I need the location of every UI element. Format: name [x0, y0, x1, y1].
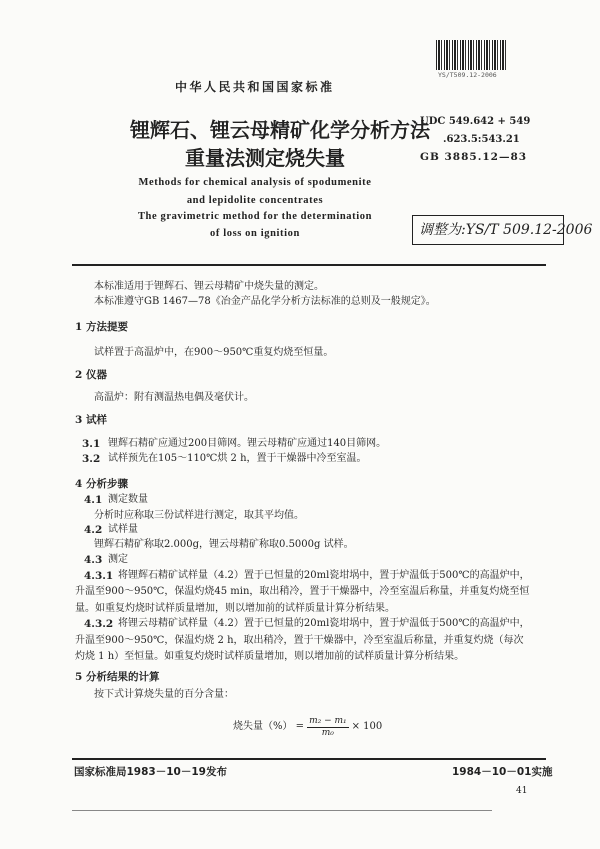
formula-numerator: m₂ − m₁	[309, 716, 347, 726]
formula-denominator: m₀	[321, 727, 334, 738]
paragraph: 将锂辉石精矿试样量（4.2）置于已恒量的20ml瓷坩埚中，置于炉温低于500℃的高温炉中，	[118, 570, 530, 581]
english-title-line: and lepidolite concentrates	[186, 195, 324, 206]
clause-number: 4.3.1	[84, 570, 114, 582]
formula-lhs: 烧失量（%） =	[233, 721, 305, 733]
section-heading: 4 分析步骤	[75, 478, 128, 490]
barcode	[436, 40, 506, 70]
english-title-line: The gravimetric method for the determination	[137, 211, 373, 222]
barcode-code: YS/T509.12-2006	[438, 71, 497, 79]
paragraph: 按下式计算烧失量的百分含量：	[94, 689, 234, 700]
scan-edge-line	[72, 810, 492, 811]
intro-text: 本标准遵守GB 1467—78《冶金产品化学分析方法标准的总则及一般规定》。	[94, 296, 436, 307]
effective-date: 1984－10－01实施	[452, 766, 553, 778]
udc-line-1: UDC 549.642 + 549	[420, 116, 531, 127]
clause-number: 3.2	[82, 453, 101, 465]
issue-date: 国家标准局1983－10－19发布	[74, 766, 227, 778]
paragraph: 高温炉：附有测温热电偶及毫伏计。	[94, 392, 254, 403]
header-rule	[72, 264, 546, 266]
page-number: 41	[516, 786, 528, 796]
paragraph: 量。如重复灼烧时试样质量增加，则以增加前的试样质量计算分析结果。	[75, 603, 395, 614]
formula-fraction	[307, 716, 349, 739]
section-heading: 2 仪器	[75, 369, 107, 381]
clause-number: 3.1	[82, 438, 101, 450]
paragraph: 试样置于高温炉中，在900～950℃重复灼烧至恒量。	[94, 347, 334, 358]
paragraph: 升温至900～950℃，保温灼烧 2 h，取出稍冷，置于干燥器中，冷至室温后称量，并重复灼烧（每次	[75, 635, 524, 646]
clause-number: 4.2	[84, 524, 103, 536]
intro-text: 本标准适用于锂辉石、锂云母精矿中烧失量的测定。	[94, 281, 324, 292]
udc-line-2: .623.5:543.21	[443, 134, 520, 145]
clause-number: 4.1	[84, 494, 103, 506]
clause-number: 4.3	[84, 554, 103, 566]
clause-number: 4.3.2	[84, 618, 114, 630]
english-title-line: of loss on ignition	[210, 228, 300, 239]
paragraph: 锂辉石精矿应通过200目筛网。锂云母精矿应通过140目筛网。	[108, 438, 387, 449]
section-heading: 3 试样	[75, 414, 107, 426]
section-heading: 5 分析结果的计算	[75, 671, 160, 683]
adjustment-stamp	[412, 215, 593, 245]
clause-title: 测定数量	[108, 494, 148, 505]
gb-number: GB 3885.12—83	[420, 151, 528, 163]
paragraph: 分析时应称取三份试样进行测定，取其平均值。	[94, 510, 304, 521]
section-heading: 1 方法提要	[75, 321, 128, 333]
title-line-1: 锂辉石、锂云母精矿化学分析方法	[130, 118, 430, 142]
formula-multiplier: × 100	[351, 721, 383, 733]
english-title-line: Methods for chemical analysis of spodumenite	[138, 177, 372, 188]
title-line-2: 重量法测定烧失量	[185, 146, 345, 170]
clause-title: 测定	[108, 554, 128, 565]
national-standard-header: 中华人民共和国国家标准	[175, 80, 335, 94]
stamp-text: 调整为:YS/T 509.12-2006	[419, 222, 593, 238]
paragraph: 将锂云母精矿试样量（4.2）置于已恒量的20ml瓷坩埚中，置于炉温低于500℃的高温炉中，	[118, 618, 530, 629]
footer-rule	[72, 758, 546, 760]
clause-title: 试样量	[108, 524, 138, 535]
paragraph: 锂辉石精矿称取2.000g，锂云母精矿称取0.5000g 试样。	[94, 539, 354, 550]
loss-on-ignition-formula	[233, 716, 382, 739]
paragraph: 升温至900～950℃，保温灼烧45 min，取出稍冷，置于干燥器中，冷至室温后称量，并重复灼烧至恒	[75, 586, 530, 597]
paragraph: 灼烧 1 h）至恒量。如重复灼烧时试样质量增加，则以增加前的试样质量计算分析结果。	[75, 651, 465, 662]
paragraph: 试样预先在105～110℃烘 2 h，置于干燥器中冷至室温。	[108, 453, 367, 464]
